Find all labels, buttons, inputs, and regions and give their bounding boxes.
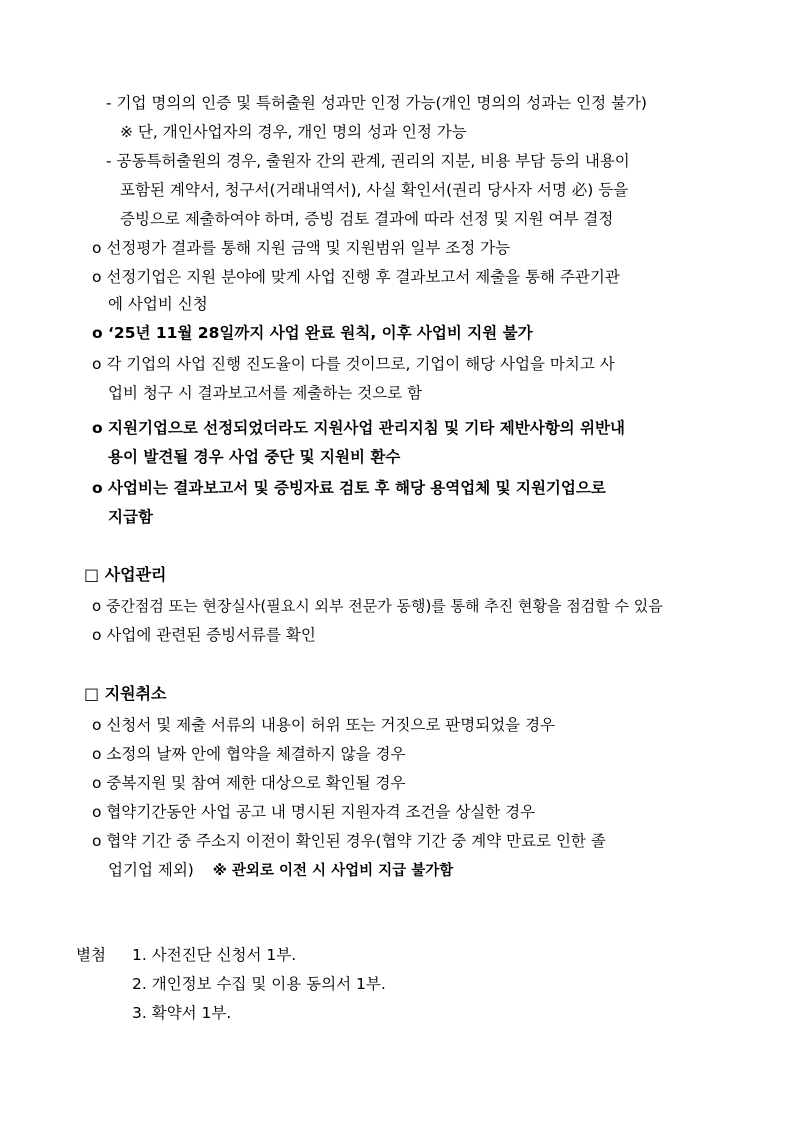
cancel-item-5-note: ※ 관외로 이전 시 사업비 지급 불가함 bbox=[212, 863, 454, 879]
attachment-item-2: 2. 개인정보 수집 및 이용 동의서 1부. bbox=[132, 975, 386, 993]
attachment-item-1: 1. 사전진단 신청서 1부. bbox=[132, 946, 297, 964]
bullet-payment-line-1: o 사업비는 결과보고서 및 증빙자료 검토 후 해당 용역업체 및 지원기업으로 bbox=[92, 479, 606, 497]
cancel-item-2: o 소정의 날짜 안에 협약을 체결하지 않을 경우 bbox=[92, 745, 406, 763]
cancel-item-5-line-2 bbox=[108, 860, 453, 881]
bullet-selection-adjust: o 선정평가 결과를 통해 지원 금액 및 지원범위 일부 조정 가능 bbox=[92, 239, 511, 257]
section-title-management: □ 사업관리 bbox=[84, 565, 167, 584]
bullet-report-line-2: 에 사업비 신청 bbox=[108, 295, 208, 313]
bullet-deadline: o ‘25년 11월 28일까지 사업 완료 원칙, 이후 사업비 지원 불가 bbox=[92, 324, 533, 342]
bullet-progress-line-1: o 각 기업의 사업 진행 진도율이 다를 것이므로, 기업이 해당 사업을 마치고 사 bbox=[92, 355, 615, 373]
cancel-item-3: o 중복지원 및 참여 제한 대상으로 확인될 경우 bbox=[92, 774, 406, 792]
condition-dash-2-line-1: - 공동특허출원의 경우, 출원자 간의 관계, 권리의 지분, 비용 부담 등의 내용이 bbox=[106, 152, 630, 170]
management-item-2: o 사업에 관련된 증빙서류를 확인 bbox=[92, 626, 316, 644]
cancel-item-1: o 신청서 및 제출 서류의 내용이 허위 또는 거짓으로 판명되었을 경우 bbox=[92, 716, 556, 734]
bullet-report-line-1: o 선정기업은 지원 분야에 맞게 사업 진행 후 결과보고서 제출을 통해 주관기관 bbox=[92, 268, 620, 286]
attachments-label: 별첨 bbox=[76, 946, 106, 964]
bullet-payment-line-2: 지급함 bbox=[108, 508, 153, 526]
section-title-cancel: □ 지원취소 bbox=[84, 684, 167, 703]
cancel-item-5-text: 업기업 제외) bbox=[108, 861, 194, 879]
condition-dash-1: - 기업 명의의 인증 및 특허출원 성과만 인정 가능(개인 명의의 성과는 인정 불가) bbox=[106, 94, 647, 112]
condition-dash-2-line-2: 포함된 계약서, 청구서(거래내역서), 사실 확인서(권리 당사자 서명 必) 등을 bbox=[120, 181, 629, 199]
attachment-item-3: 3. 확약서 1부. bbox=[132, 1004, 232, 1022]
bullet-progress-line-2: 업비 청구 시 결과보고서를 제출하는 것으로 함 bbox=[108, 384, 423, 402]
bullet-violation-line-1: o 지원기업으로 선정되었더라도 지원사업 관리지침 및 기타 제반사항의 위반내 bbox=[92, 419, 625, 437]
cancel-item-5-line-1: o 협약 기간 중 주소지 이전이 확인된 경우(협약 기간 중 계약 만료로 인한 졸 bbox=[92, 832, 606, 850]
management-item-1: o 중간점검 또는 현장실사(필요시 외부 전문가 동행)를 통해 추진 현황을 점검할 수 있음 bbox=[92, 597, 663, 615]
cancel-item-4: o 협약기간동안 사업 공고 내 명시된 지원자격 조건을 상실한 경우 bbox=[92, 803, 536, 821]
bullet-violation-line-2: 용이 발견될 경우 사업 중단 및 지원비 환수 bbox=[108, 448, 401, 466]
condition-note-1: ※ 단, 개인사업자의 경우, 개인 명의 성과 인정 가능 bbox=[120, 123, 467, 141]
condition-dash-2-line-3: 증빙으로 제출하여야 하며, 증빙 검토 결과에 따라 선정 및 지원 여부 결정 bbox=[120, 210, 614, 228]
